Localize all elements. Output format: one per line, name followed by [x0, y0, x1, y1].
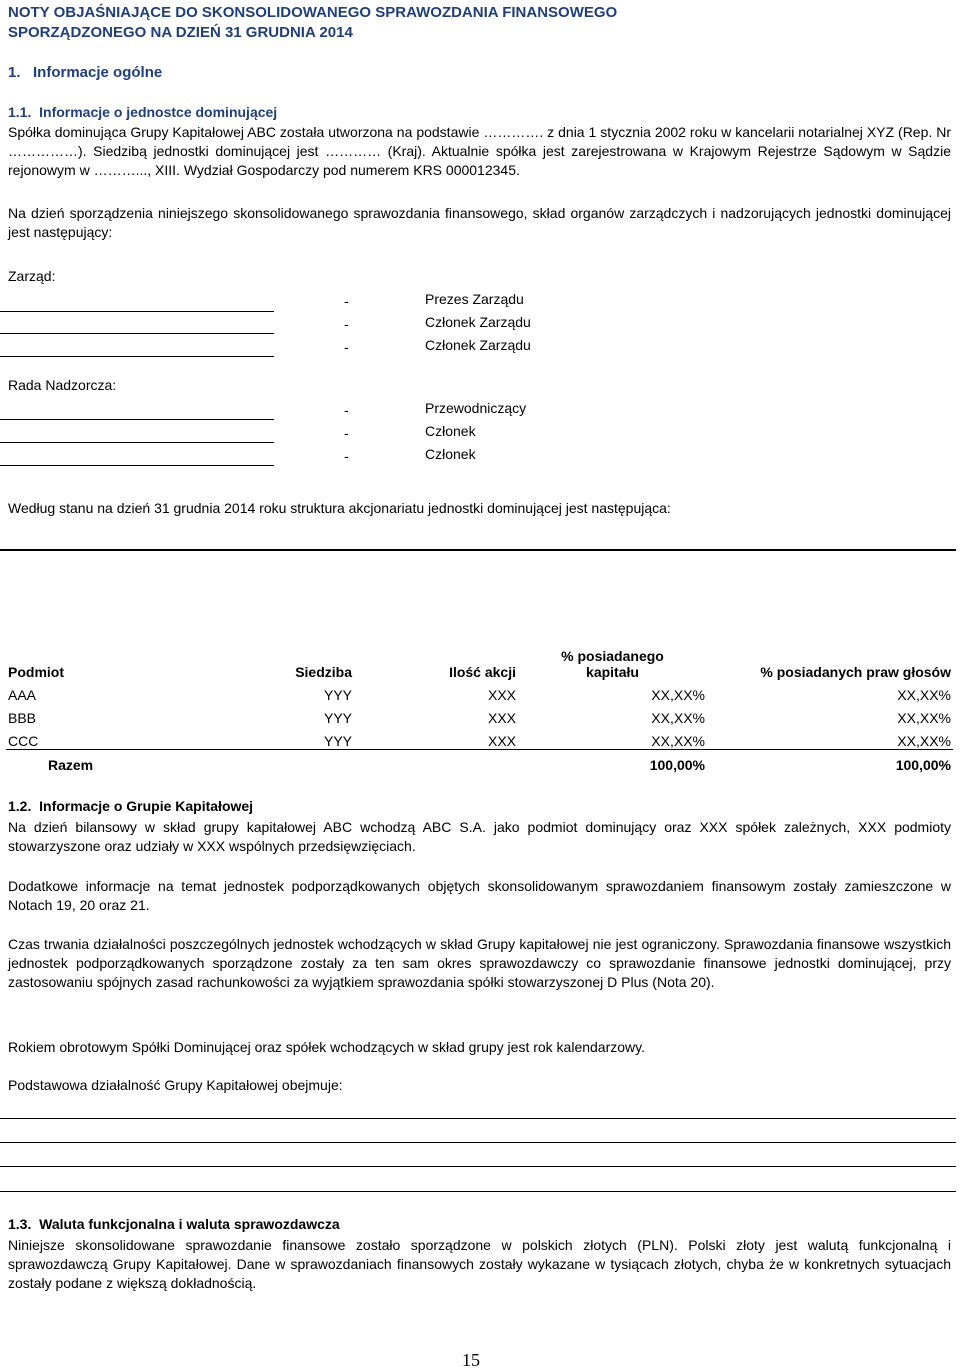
list-dash: -	[344, 339, 349, 355]
cell-votes: XX,XX%	[897, 733, 951, 749]
signature-line	[0, 333, 274, 334]
header-shares: Ilość akcji	[449, 664, 516, 680]
board-label: Zarząd:	[8, 268, 56, 284]
cell-capital: XX,XX%	[651, 710, 705, 726]
cell-shares: XXX	[487, 733, 516, 749]
section-1-2-paragraph-1: Na dzień bilansowy w skład grupy kapitałowej ABC wchodzą ABC S.A. jako podmiot dominujący oraz XXX spółek zależnych, XXX podmioty stowarzyszone oraz udziały w XXX wspólnych przedsięwzięciach.	[8, 819, 951, 854]
cell-entity: BBB	[8, 710, 37, 726]
cell-votes: XX,XX%	[897, 710, 951, 726]
signature-line	[0, 465, 274, 466]
blank-line	[0, 1142, 956, 1143]
section-1-2-paragraph-2: Dodatkowe informacje na temat jednostek podporządkowanych objętych skonsolidowanym sprawozdaniem finansowym zostały zamieszczone w Notach 19, 20 oraz 21.	[8, 878, 951, 913]
section-1-3-paragraph-1: Niniejsze skonsolidowane sprawozdanie finansowe zostało sporządzone w polskich złotych (PLN). Polski złoty jest walutą funkcjonalną i sprawozdawczą Grupy Kapitałowej. Dane w sprawozdaniach finansowych zostały wykazane w tysiącach złotych, chyba że w konkretnych sytuacjach zostały podane z większą dokładnością.	[8, 1237, 951, 1291]
section-1-3-heading: 1.3. Waluta funkcjonalna i waluta sprawozdawcza	[8, 1216, 340, 1232]
blank-line	[0, 1118, 956, 1119]
supervisory-role: Członek	[425, 446, 476, 462]
supervisory-role: Przewodniczący	[425, 400, 527, 416]
cell-shares: XXX	[487, 710, 516, 726]
shareholders-intro: Według stanu na dzień 31 grudnia 2014 roku struktura akcjonariatu jednostki dominującej jest następująca:	[8, 500, 671, 516]
board-role: Prezes Zarządu	[425, 291, 524, 307]
header-capital-line1: % posiadanego	[561, 648, 664, 664]
list-dash: -	[344, 448, 349, 464]
page-number: 15	[462, 1350, 480, 1370]
cell-capital: XX,XX%	[651, 687, 705, 703]
cell-entity: CCC	[8, 733, 39, 749]
total-label: Razem	[6, 750, 240, 774]
list-dash: -	[344, 402, 349, 418]
cell-seat: YYY	[323, 687, 352, 703]
cell-capital: XX,XX%	[651, 733, 705, 749]
separator-line	[0, 549, 956, 551]
section-1-2-paragraph-3: Czas trwania działalności poszczególnych jednostek wchodzących w skład Grupy kapitałowej nie jest ograniczony. Sprawozdania finansowe wszystkich jednostek podporządkowanych sporządzone zostały za ten sam okres sprawozdawczy co sprawozdanie finansowe jednostki dominującej, przy zastosowaniu spójnych zasad rachunkowości za wyjątkiem sprawozdania spółki stowarzyszonej D Plus (Nota 20).	[8, 936, 951, 990]
total-capital: 100,00%	[518, 750, 707, 774]
board-role: Członek Zarządu	[425, 314, 531, 330]
supervisory-role: Członek	[425, 423, 476, 439]
list-dash: -	[344, 316, 349, 332]
table-row	[6, 680, 953, 703]
blank-line	[0, 1166, 956, 1167]
cell-shares: XXX	[487, 687, 516, 703]
cell-entity: AAA	[8, 687, 37, 703]
section-1-2-paragraph-5: Podstawowa działalność Grupy Kapitałowej obejmuje:	[8, 1077, 343, 1093]
signature-line	[0, 311, 274, 312]
shareholders-table	[6, 648, 953, 773]
list-dash: -	[344, 425, 349, 441]
header-votes: % posiadanych praw głosów	[760, 664, 951, 680]
header-capital	[518, 648, 707, 680]
header-capital-line2: kapitału	[586, 664, 639, 680]
table-row	[6, 726, 953, 750]
table-row	[6, 703, 953, 726]
cell-seat: YYY	[323, 710, 352, 726]
header-entity: Podmiot	[8, 664, 64, 680]
table-header-row	[6, 648, 953, 680]
total-votes: 100,00%	[707, 750, 953, 774]
section-1-2-paragraph-4: Rokiem obrotowym Spółki Dominującej oraz spółek wchodzących w skład grupy jest rok kalendarzowy.	[8, 1039, 646, 1055]
signature-line	[0, 356, 274, 357]
cell-votes: XX,XX%	[897, 687, 951, 703]
document-title-line1: NOTY OBJAŚNIAJĄCE DO SKONSOLIDOWANEGO SPRAWOZDANIA FINANSOWEGO	[8, 4, 618, 21]
header-seat: Siedziba	[295, 664, 352, 680]
list-dash: -	[344, 293, 349, 309]
section-1-heading: 1. Informacje ogólne	[8, 64, 163, 81]
signature-line	[0, 419, 274, 420]
table-total-row	[6, 750, 953, 774]
section-1-2-heading: 1.2. Informacje o Grupie Kapitałowej	[8, 798, 254, 814]
document-title-line2: SPORZĄDZONEGO NA DZIEŃ 31 GRUDNIA 2014	[8, 24, 353, 41]
section-1-1-paragraph-2: Na dzień sporządzenia niniejszego skonsolidowanego sprawozdania finansowego, skład organów zarządczych i nadzorujących jednostki dominującej jest następujący:	[8, 205, 951, 240]
section-1-1-paragraph-1: Spółka dominująca Grupy Kapitałowej ABC została utworzona na podstawie …………. z dnia 1 stycznia 2002 roku w kancelarii notarialnej XYZ (Rep. Nr ……………). Siedzibą jednostki dominującej jest ………… (Kraj). Aktualnie spółka jest zarejestrowana w Krajowym Rejestrze Sądowym w Sądzie rejonowym w ………..., XIII. Wydział Gospodarczy pod numerem KRS 000012345.	[8, 124, 951, 178]
cell-seat: YYY	[323, 733, 352, 749]
section-1-1-heading: 1.1. Informacje o jednostce dominującej	[8, 104, 278, 120]
signature-line	[0, 442, 274, 443]
blank-line	[0, 1191, 956, 1192]
board-role: Członek Zarządu	[425, 337, 531, 353]
supervisory-board-label: Rada Nadzorcza:	[8, 377, 117, 393]
